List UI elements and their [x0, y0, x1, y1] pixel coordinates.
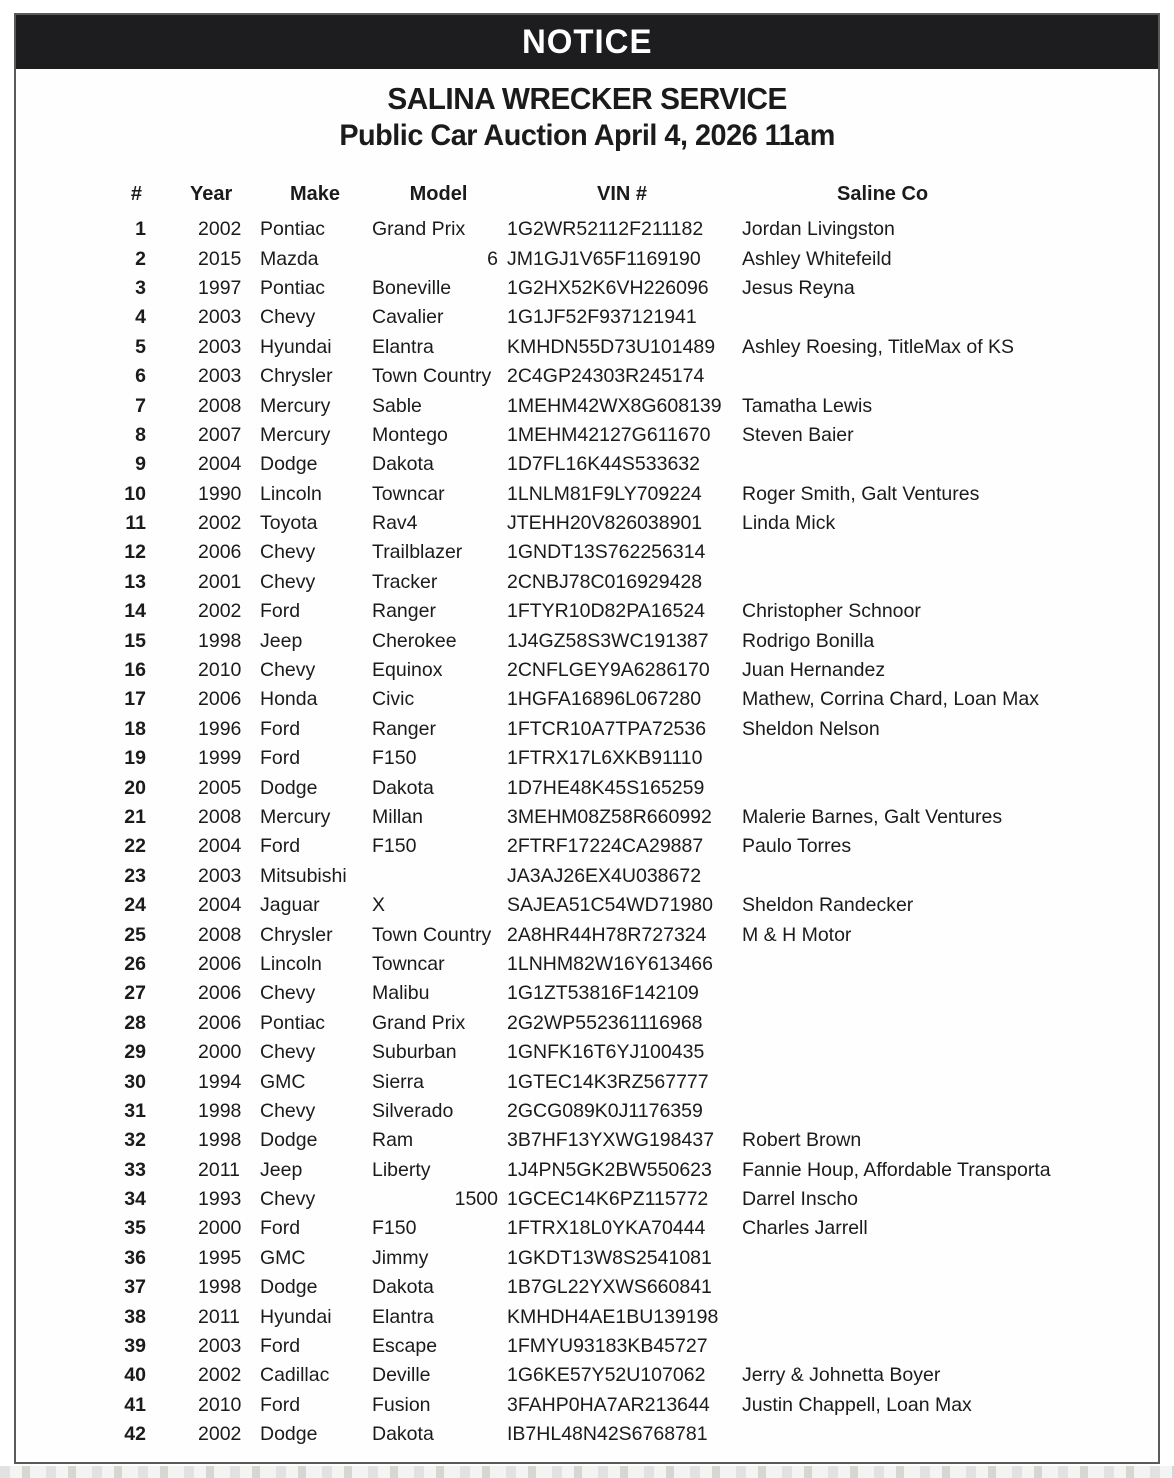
- cell-lot-number: 14: [124, 600, 146, 623]
- table-row: [16, 509, 1158, 538]
- cell-make: Chrysler: [260, 923, 333, 946]
- cell-lot-number: 32: [124, 1129, 146, 1152]
- cell-vin: 3MEHM08Z58R660992: [507, 806, 712, 828]
- cell-owner: Linda Mick: [742, 512, 836, 535]
- cell-vin: JM1GJ1V65F1169190: [507, 247, 701, 270]
- cell-owner: Mathew, Corrina Chard, Loan Max: [742, 688, 1039, 711]
- cell-owner: Ashley Roesing, TitleMax of KS: [742, 335, 1015, 358]
- cell-year: 2005: [198, 776, 242, 799]
- table-row: [16, 1391, 1158, 1420]
- cell-make: Chevy: [260, 1099, 316, 1122]
- table-row: [16, 450, 1158, 479]
- cell-vin: 1B7GL22YXWS660841: [507, 1276, 712, 1299]
- cell-year: 2000: [198, 1041, 242, 1064]
- cell-lot-number: 42: [124, 1423, 146, 1446]
- cell-model: F150: [372, 1217, 417, 1240]
- cell-model: Rav4: [372, 512, 418, 535]
- cell-vin: 1J4PN5GK2BW550623: [507, 1158, 712, 1181]
- cell-vin: 1FTCR10A7TPA72536: [507, 717, 707, 740]
- cell-vin: 1MEHM42WX8G608139: [507, 394, 722, 417]
- cell-owner: Roger Smith, Galt Ventures: [742, 482, 980, 505]
- cell-model: Ranger: [372, 717, 436, 740]
- cell-make: Toyota: [260, 512, 318, 535]
- table-row: [16, 333, 1158, 362]
- cell-lot-number: 2: [135, 247, 146, 270]
- cell-lot-number: 33: [124, 1158, 146, 1181]
- cell-make: Hyundai: [260, 1305, 332, 1328]
- cell-lot-number: 1: [135, 218, 146, 241]
- cell-year: 2003: [198, 864, 242, 887]
- cell-model: Deville: [372, 1364, 431, 1387]
- cell-vin: 1LNLM81F9LY709224: [507, 482, 702, 505]
- cell-year: 2002: [198, 512, 242, 535]
- cell-year: 1998: [198, 629, 242, 652]
- cell-owner: Jesus Reyna: [742, 276, 855, 299]
- cell-owner: Tamatha Lewis: [742, 394, 873, 417]
- cell-lot-number: 18: [124, 717, 146, 740]
- cell-model: Escape: [372, 1335, 438, 1358]
- cell-year: 1996: [198, 717, 242, 740]
- cell-year: 2006: [198, 982, 242, 1005]
- cell-year: 2004: [198, 835, 242, 858]
- cell-vin: 2G2WP552361116968: [507, 1011, 703, 1034]
- cell-make: Mercury: [260, 806, 331, 828]
- cell-vin: 1GCEC14K6PZ115772: [507, 1188, 709, 1211]
- cell-owner: Fannie Houp, Affordable Transporta: [742, 1158, 1051, 1181]
- page-subtitle-wrap: [16, 117, 1158, 155]
- column-header-model: Model: [409, 182, 468, 205]
- cell-vin: 1G2HX52K6VH226096: [507, 276, 709, 299]
- cell-year: 2002: [198, 1423, 242, 1446]
- cell-vin: 2GCG089K0J1176359: [507, 1099, 703, 1122]
- cell-vin: 1MEHM42127G611670: [507, 423, 711, 446]
- table-row: [16, 1332, 1158, 1361]
- cell-lot-number: 34: [124, 1188, 146, 1211]
- cell-lot-number: 41: [124, 1393, 146, 1416]
- cell-model: Elantra: [372, 335, 434, 358]
- column-header-owner: Saline Co: [837, 182, 929, 205]
- cell-model: Town Country: [372, 923, 492, 946]
- cell-model: Dakota: [372, 776, 434, 799]
- cell-year: 2003: [198, 1335, 242, 1358]
- column-header-num: #: [130, 182, 142, 205]
- cell-lot-number: 16: [124, 659, 146, 682]
- cell-lot-number: 27: [124, 982, 146, 1005]
- table-row: [16, 391, 1158, 420]
- table-row: [16, 1361, 1158, 1390]
- cell-model: F150: [372, 747, 417, 770]
- cell-model: Jimmy: [372, 1246, 429, 1269]
- cell-owner: Rodrigo Bonilla: [742, 629, 875, 652]
- cell-make: Hyundai: [260, 335, 332, 358]
- cell-vin: 1G6KE57Y52U107062: [507, 1364, 706, 1387]
- cell-lot-number: 7: [135, 394, 146, 417]
- cell-vin: 1GTEC14K3RZ567777: [507, 1070, 709, 1093]
- cell-year: 2000: [198, 1217, 242, 1240]
- cell-make: Chevy: [260, 570, 316, 593]
- cell-make: Cadillac: [260, 1364, 330, 1387]
- cell-vin: 2A8HR44H78R727324: [507, 923, 707, 946]
- cell-year: 2003: [198, 306, 242, 329]
- cell-vin: 2FTRF17224CA29887: [507, 835, 704, 858]
- cell-year: 2001: [198, 570, 242, 593]
- cell-year: 1993: [198, 1188, 242, 1211]
- cell-model: Elantra: [372, 1305, 434, 1328]
- cell-year: 2008: [198, 394, 242, 417]
- cell-model: Liberty: [372, 1158, 431, 1181]
- cell-model: Civic: [372, 688, 415, 711]
- table-row: [16, 1273, 1158, 1302]
- table-row: [16, 950, 1158, 979]
- cell-vin: 3FAHP0HA7AR213644: [507, 1393, 710, 1416]
- cell-year: 2006: [198, 1011, 242, 1034]
- cell-vin: JTEHH20V826038901: [507, 512, 703, 535]
- cell-model: 1500: [454, 1188, 498, 1211]
- table-row: [16, 656, 1158, 685]
- title-block: [16, 81, 1158, 155]
- cell-model: Montego: [372, 423, 448, 446]
- cell-year: 2011: [198, 1158, 240, 1181]
- table-row: [16, 1420, 1158, 1449]
- cell-year: 2003: [198, 365, 242, 388]
- cell-model: Ram: [372, 1129, 414, 1152]
- table-row: [16, 803, 1158, 832]
- cell-owner: Malerie Barnes, Galt Ventures: [742, 806, 1003, 828]
- cell-lot-number: 31: [124, 1099, 146, 1122]
- cell-vin: 1FMYU93183KB45727: [507, 1335, 708, 1358]
- table-row: [16, 538, 1158, 567]
- table-row: [16, 773, 1158, 802]
- cell-vin: KMHDN55D73U101489: [507, 335, 716, 358]
- cell-lot-number: 9: [135, 453, 146, 476]
- cell-vin: 2C4GP24303R245174: [507, 365, 705, 388]
- cell-vin: 1LNHM82W16Y613466: [507, 952, 713, 975]
- cell-lot-number: 5: [135, 335, 146, 358]
- cell-model: Town Country: [372, 365, 492, 388]
- table-row: [16, 1126, 1158, 1155]
- cell-lot-number: 22: [124, 835, 146, 858]
- table-row: [16, 1097, 1158, 1126]
- notice-banner-text: NOTICE: [521, 22, 653, 61]
- cell-make: Ford: [260, 1393, 301, 1416]
- cell-lot-number: 29: [124, 1041, 146, 1064]
- cell-lot-number: 17: [124, 688, 146, 711]
- table-row: [16, 1009, 1158, 1038]
- cell-lot-number: 19: [124, 747, 146, 770]
- cell-make: Ford: [260, 1217, 301, 1240]
- cell-make: Ford: [260, 1335, 301, 1358]
- auction-table-header: [16, 179, 1158, 209]
- table-row: [16, 1156, 1158, 1185]
- cell-vin: SAJEA51C54WD71980: [507, 894, 713, 917]
- cell-lot-number: 21: [124, 806, 146, 828]
- cell-lot-number: 25: [124, 923, 146, 946]
- table-row: [16, 685, 1158, 714]
- table-row: [16, 568, 1158, 597]
- cell-year: 2011: [198, 1305, 240, 1328]
- cell-make: Dodge: [260, 776, 318, 799]
- cell-owner: Christopher Schnoor: [742, 600, 921, 623]
- table-row: [16, 274, 1158, 303]
- cell-make: Mitsubishi: [260, 864, 347, 887]
- table-row: [16, 1038, 1158, 1067]
- cell-owner: Ashley Whitefeild: [742, 247, 892, 270]
- table-row: [16, 480, 1158, 509]
- notice-banner: [16, 15, 1158, 69]
- cell-model: Cavalier: [372, 306, 444, 329]
- cell-year: 2004: [198, 894, 242, 917]
- cell-make: Mercury: [260, 394, 331, 417]
- cell-make: Jeep: [260, 629, 303, 652]
- cell-make: Lincoln: [260, 482, 322, 505]
- cell-lot-number: 37: [124, 1276, 146, 1299]
- table-row: [16, 862, 1158, 891]
- table-row: [16, 979, 1158, 1008]
- notice-page: [14, 13, 1160, 1464]
- cell-lot-number: 3: [135, 276, 146, 299]
- cell-model: X: [372, 894, 386, 917]
- cell-year: 2008: [198, 923, 242, 946]
- cell-owner: Sheldon Nelson: [742, 717, 880, 740]
- cell-year: 1998: [198, 1099, 242, 1122]
- cell-vin: 1FTYR10D82PA16524: [507, 600, 706, 623]
- cell-lot-number: 36: [124, 1246, 146, 1269]
- cell-model: Fusion: [372, 1393, 431, 1416]
- cell-owner: Darrel Inscho: [742, 1188, 858, 1211]
- cell-make: Dodge: [260, 453, 318, 476]
- cell-make: GMC: [260, 1246, 306, 1269]
- cell-make: Jaguar: [260, 894, 320, 917]
- table-row: [16, 1302, 1158, 1331]
- cell-year: 2002: [198, 600, 242, 623]
- cell-make: Ford: [260, 717, 301, 740]
- table-row: [16, 920, 1158, 949]
- cell-make: Pontiac: [260, 276, 326, 299]
- page-title: SALINA WRECKER SERVICE: [387, 81, 787, 116]
- cell-lot-number: 26: [124, 952, 146, 975]
- cell-year: 2006: [198, 541, 242, 564]
- cell-vin: 1FTRX17L6XKB91110: [507, 747, 703, 770]
- cell-model: Ranger: [372, 600, 436, 623]
- cell-model: Tracker: [372, 570, 438, 593]
- cell-model: Sable: [372, 394, 422, 417]
- cell-year: 1990: [198, 482, 242, 505]
- cell-make: Chrysler: [260, 365, 333, 388]
- table-row: [16, 744, 1158, 773]
- table-row: [16, 891, 1158, 920]
- cell-make: Chevy: [260, 1041, 316, 1064]
- cell-owner: Charles Jarrell: [742, 1217, 868, 1240]
- scan-edge-artifact: [0, 1466, 1174, 1478]
- cell-year: 1999: [198, 747, 242, 770]
- cell-model: F150: [372, 835, 417, 858]
- cell-model: Boneville: [372, 276, 452, 299]
- cell-owner: M & H Motor: [742, 923, 852, 946]
- cell-model: Dakota: [372, 1423, 434, 1446]
- cell-lot-number: 15: [124, 629, 146, 652]
- cell-year: 1998: [198, 1276, 242, 1299]
- cell-year: 2006: [198, 688, 242, 711]
- cell-lot-number: 23: [124, 864, 146, 887]
- cell-model: Dakota: [372, 1276, 434, 1299]
- cell-vin: 1J4GZ58S3WC191387: [507, 629, 709, 652]
- cell-model: Grand Prix: [372, 1011, 466, 1034]
- cell-model: Grand Prix: [372, 218, 466, 241]
- cell-make: Jeep: [260, 1158, 303, 1181]
- cell-lot-number: 35: [124, 1217, 146, 1240]
- table-row: [16, 244, 1158, 273]
- cell-lot-number: 30: [124, 1070, 146, 1093]
- cell-vin: JA3AJ26EX4U038672: [507, 864, 702, 887]
- cell-make: Chevy: [260, 659, 316, 682]
- cell-make: Dodge: [260, 1423, 318, 1446]
- cell-lot-number: 4: [135, 306, 146, 329]
- cell-vin: 3B7HF13YXWG198437: [507, 1129, 715, 1152]
- cell-owner: Jordan Livingston: [742, 218, 895, 241]
- cell-year: 2007: [198, 423, 242, 446]
- page-subtitle: Public Car Auction April 4, 2026 11am: [339, 119, 835, 152]
- table-row: [16, 715, 1158, 744]
- cell-make: Pontiac: [260, 218, 326, 241]
- cell-vin: 1D7HE48K45S165259: [507, 776, 705, 799]
- cell-lot-number: 11: [125, 512, 146, 535]
- cell-owner: Sheldon Randecker: [742, 894, 914, 917]
- cell-lot-number: 20: [124, 776, 146, 799]
- cell-owner: Jerry & Johnetta Boyer: [742, 1364, 941, 1387]
- cell-vin: 1G1JF52F937121941: [507, 306, 697, 329]
- cell-year: 2010: [198, 659, 242, 682]
- cell-year: 2003: [198, 335, 242, 358]
- cell-owner: Robert Brown: [742, 1129, 862, 1152]
- cell-make: Mazda: [260, 247, 319, 270]
- cell-model: Dakota: [372, 453, 434, 476]
- cell-lot-number: 40: [124, 1364, 146, 1387]
- cell-owner: Steven Baier: [742, 423, 854, 446]
- cell-year: 1994: [198, 1070, 242, 1093]
- cell-vin: 1G2WR52112F211182: [507, 218, 704, 241]
- table-row: [16, 421, 1158, 450]
- cell-year: 2008: [198, 806, 242, 828]
- cell-lot-number: 38: [124, 1305, 146, 1328]
- cell-lot-number: 28: [124, 1011, 146, 1034]
- cell-vin: 1GNFK16T6YJ100435: [507, 1041, 705, 1064]
- cell-vin: 1FTRX18L0YKA70444: [507, 1217, 706, 1240]
- cell-vin: 1G1ZT53816F142109: [507, 982, 699, 1005]
- cell-make: Dodge: [260, 1276, 318, 1299]
- cell-vin: 1D7FL16K44S533632: [507, 453, 700, 476]
- cell-make: Ford: [260, 747, 301, 770]
- cell-make: Honda: [260, 688, 318, 711]
- cell-owner: Juan Hernandez: [742, 659, 886, 682]
- cell-model: Suburban: [372, 1041, 457, 1064]
- cell-lot-number: 24: [124, 894, 146, 917]
- cell-lot-number: 13: [124, 570, 146, 593]
- auction-table: [16, 179, 1158, 1449]
- cell-lot-number: 12: [124, 541, 146, 564]
- cell-lot-number: 6: [135, 365, 146, 388]
- table-row: [16, 832, 1158, 861]
- cell-year: 1998: [198, 1129, 242, 1152]
- cell-vin: KMHDH4AE1BU139198: [507, 1305, 719, 1328]
- table-row: [16, 362, 1158, 391]
- table-row: [16, 597, 1158, 626]
- table-row: [16, 626, 1158, 655]
- cell-model: Trailblazer: [372, 541, 463, 564]
- cell-model: Towncar: [372, 482, 445, 505]
- column-header-vin: VIN #: [596, 182, 648, 205]
- cell-make: Chevy: [260, 306, 316, 329]
- cell-year: 2006: [198, 952, 242, 975]
- cell-year: 2015: [198, 247, 242, 270]
- table-row: [16, 1244, 1158, 1273]
- cell-model: Silverado: [372, 1099, 454, 1122]
- auction-table-rows: [16, 215, 1158, 1449]
- cell-vin: 1HGFA16896L067280: [507, 688, 702, 711]
- cell-make: Chevy: [260, 982, 316, 1005]
- cell-model: Malibu: [372, 982, 430, 1005]
- column-header-make: Make: [289, 182, 341, 205]
- table-row: [16, 303, 1158, 332]
- cell-make: Mercury: [260, 423, 331, 446]
- cell-year: 1995: [198, 1246, 242, 1269]
- cell-make: Chevy: [260, 541, 316, 564]
- cell-vin: 1GNDT13S762256314: [507, 541, 706, 564]
- cell-owner: Justin Chappell, Loan Max: [742, 1393, 972, 1416]
- cell-vin: 2CNBJ78C016929428: [507, 570, 703, 593]
- cell-lot-number: 39: [124, 1335, 146, 1358]
- cell-model: Towncar: [372, 952, 445, 975]
- cell-vin: 2CNFLGEY9A6286170: [507, 659, 710, 682]
- cell-model: Cherokee: [372, 629, 457, 652]
- cell-lot-number: 10: [124, 482, 146, 505]
- cell-make: GMC: [260, 1070, 306, 1093]
- cell-make: Pontiac: [260, 1011, 326, 1034]
- cell-year: 1997: [198, 276, 242, 299]
- cell-model: Millan: [372, 806, 423, 828]
- cell-year: 2002: [198, 1364, 242, 1387]
- cell-make: Ford: [260, 835, 301, 858]
- table-row: [16, 1185, 1158, 1214]
- table-row: [16, 1067, 1158, 1096]
- cell-model: Equinox: [372, 659, 443, 682]
- cell-make: Chevy: [260, 1188, 316, 1211]
- cell-model: Sierra: [372, 1070, 425, 1093]
- table-row: [16, 215, 1158, 244]
- cell-make: Lincoln: [260, 952, 322, 975]
- table-row: [16, 1214, 1158, 1243]
- cell-year: 2002: [198, 218, 242, 241]
- cell-make: Ford: [260, 600, 301, 623]
- cell-make: Dodge: [260, 1129, 318, 1152]
- cell-year: 2010: [198, 1393, 242, 1416]
- cell-model: 6: [487, 247, 498, 270]
- cell-vin: IB7HL48N42S6768781: [507, 1423, 708, 1446]
- cell-vin: 1GKDT13W8S2541081: [507, 1246, 712, 1269]
- cell-lot-number: 8: [135, 423, 146, 446]
- cell-year: 2004: [198, 453, 242, 476]
- column-header-year: Year: [190, 182, 233, 205]
- cell-owner: Paulo Torres: [742, 835, 852, 858]
